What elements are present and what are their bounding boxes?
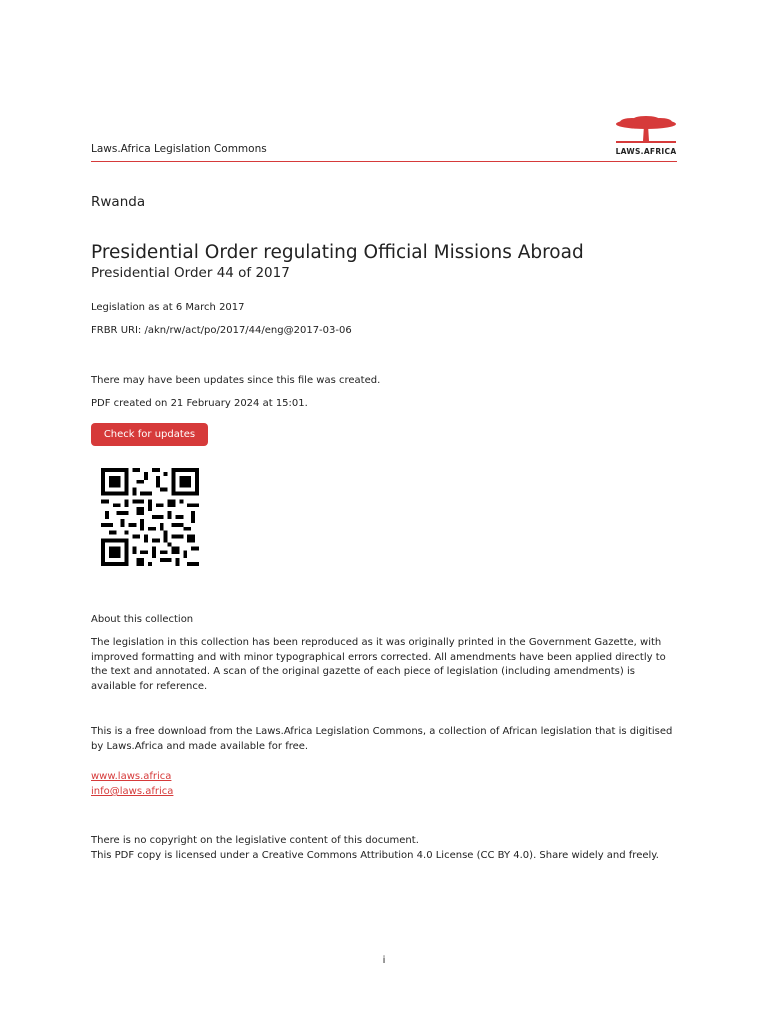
check-for-updates-button[interactable]: Check for updates	[91, 423, 208, 446]
page-number: i	[382, 955, 386, 966]
pdf-created-date: PDF created on 21 February 2024 at 15:01.	[91, 398, 308, 409]
collection-name: Laws.Africa Legislation Commons	[91, 143, 267, 155]
qr-code-icon[interactable]	[98, 468, 202, 566]
document-subtitle: Presidential Order 44 of 2017	[91, 265, 290, 281]
license-notice: This PDF copy is licensed under a Creative Commons Attribution 4.0 License (CC BY 4.0). Share widely and freely.	[91, 850, 659, 861]
frbr-uri: FRBR URI: /akn/rw/act/po/2017/44/eng@2017-03-06	[91, 325, 352, 336]
document-title: Presidential Order regulating Official Missions Abroad	[91, 242, 584, 263]
about-heading: About this collection	[91, 614, 194, 625]
laws-africa-logo	[612, 113, 680, 159]
logo-text: LAWS.AFRICA	[615, 147, 677, 156]
free-download-paragraph: This is a free download from the Laws.Africa Legislation Commons, a collection of African legislation that is digitised by Laws.Africa and made available for free.	[91, 726, 673, 752]
about-paragraph: The legislation in this collection has been reproduced as it was originally printed in the Government Gazette, with improved formatting and with minor typographical errors corrected. All amendments have been applied directly to the text and annotated. A scan of the original gazette of each piece of legislation (including amendments) is available for reference.	[91, 637, 666, 692]
email-link[interactable]: info@laws.africa	[91, 786, 174, 797]
acacia-tree-icon	[612, 113, 680, 147]
copyright-notice: There is no copyright on the legislative content of this document.	[91, 835, 419, 846]
website-link[interactable]: www.laws.africa	[91, 771, 172, 782]
jurisdiction: Rwanda	[91, 194, 146, 210]
updates-notice: There may have been updates since this file was created.	[91, 375, 381, 386]
legislation-date: Legislation as at 6 March 2017	[91, 302, 245, 313]
header-divider	[91, 161, 677, 162]
